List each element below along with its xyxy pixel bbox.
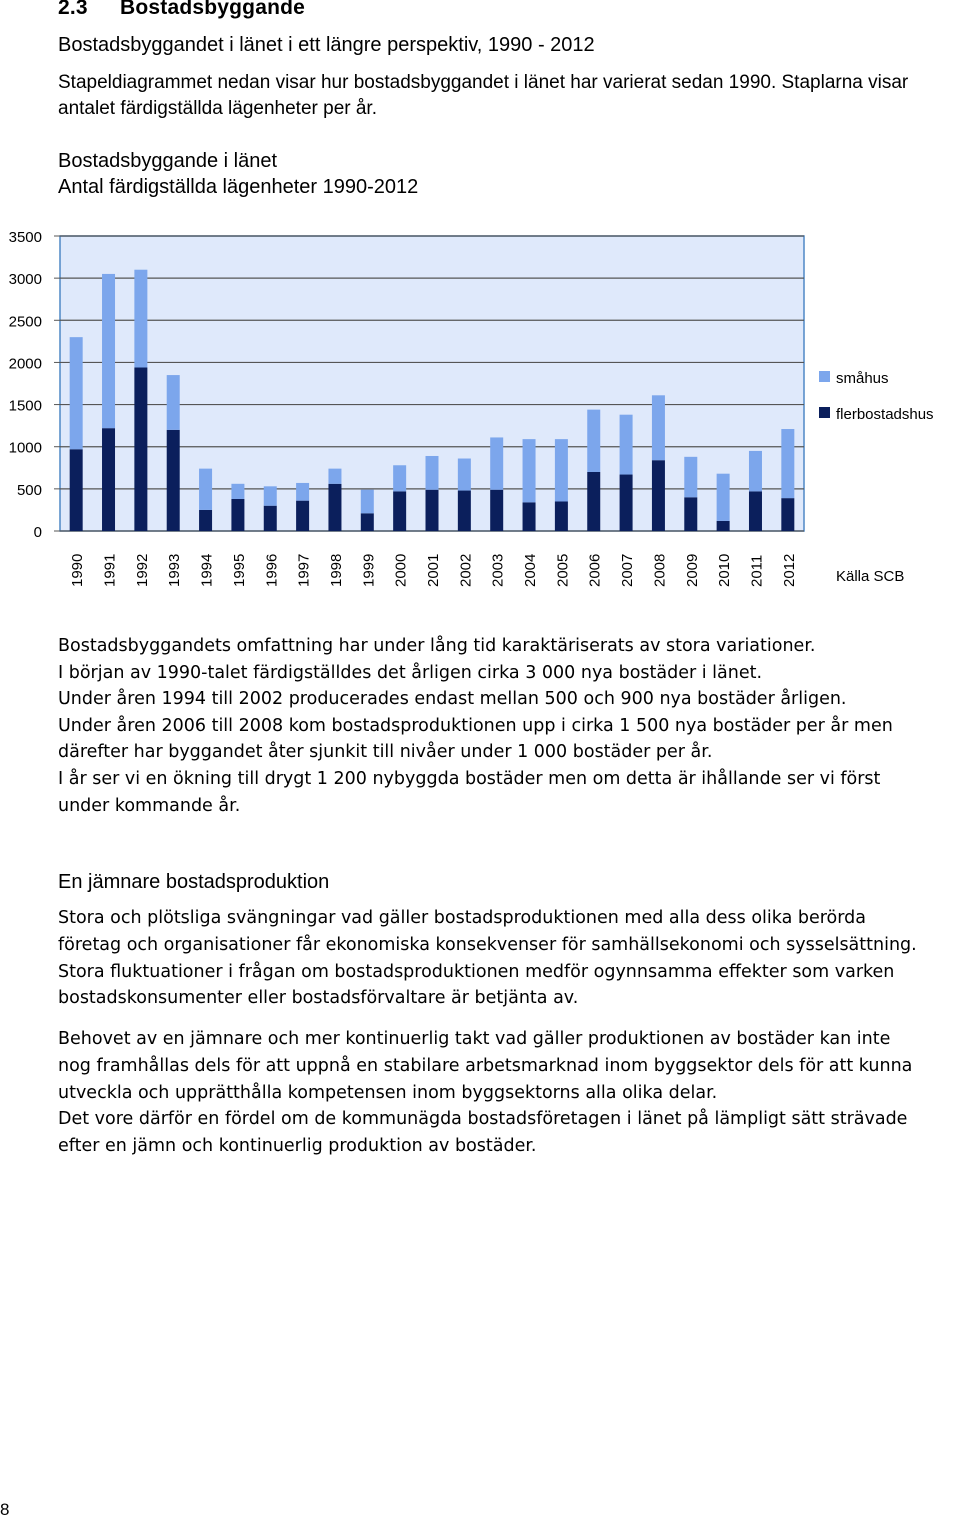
bar-flerbostadshus-2008	[652, 460, 665, 531]
x-tick-label: 1994	[198, 553, 216, 587]
body-line: I början av 1990-talet färdigställdes det årligen cirka 3 000 nya bostäder i länet.	[58, 662, 763, 683]
x-tick-label: 1990	[69, 553, 87, 587]
body-line: Bostadsbyggandets omfattning har under lång tid karaktäriserats av stora variationer.	[58, 636, 816, 656]
bar-flerbostadshus-2012	[781, 498, 794, 531]
bar-småhus-2009	[684, 457, 697, 497]
bar-småhus-2001	[426, 456, 439, 490]
bar-småhus-1993	[167, 375, 180, 430]
bar-småhus-1992	[134, 270, 147, 368]
legend-swatch-flerbostadshus	[819, 407, 830, 418]
bar-småhus-2004	[523, 439, 536, 502]
stacked-bar-chart	[0, 222, 960, 592]
bar-flerbostadshus-2011	[749, 491, 762, 531]
bar-småhus-1994	[199, 469, 212, 510]
bar-flerbostadshus-1992	[134, 367, 147, 531]
bar-flerbostadshus-1999	[361, 513, 374, 531]
intro-paragraph: Stapeldiagrammet nedan visar hur bostadsbyggandet i länet har varierat sedan 1990. Staplarna visar antalet färdigställda lägenheter per år.	[58, 72, 909, 119]
bar-flerbostadshus-2007	[620, 475, 633, 531]
bar-småhus-1995	[231, 484, 244, 499]
bar-småhus-2002	[458, 459, 471, 491]
body-paragraph	[58, 633, 918, 819]
x-tick-label: 1991	[101, 553, 119, 587]
bar-flerbostadshus-1994	[199, 510, 212, 531]
chart-source: Källa SCB	[836, 568, 905, 585]
x-tick-label: 1995	[230, 553, 248, 587]
bar-flerbostadshus-1996	[264, 506, 277, 531]
bar-småhus-1991	[102, 274, 115, 428]
bar-småhus-2010	[717, 474, 730, 521]
x-tick-label: 2009	[683, 553, 701, 587]
x-tick-label: 1993	[166, 553, 184, 587]
x-tick-label: 1997	[295, 553, 313, 587]
legend	[819, 370, 934, 423]
bar-flerbostadshus-1995	[231, 499, 244, 531]
x-tick-label: 2006	[586, 553, 604, 587]
section-title: Bostadsbyggande	[120, 0, 306, 19]
x-tick-label: 2002	[457, 553, 475, 587]
body-line: I år ser vi en ökning till drygt 1 200 nybyggda bostäder men om detta är ihållande ser vi först under kommande år.	[58, 768, 881, 816]
paragraph-3-line: Det vore därför en fördel om de kommunägda bostadsföretagen i länet på lämpligt sätt strävade efter en jämn och kontinuerlig produktion av bostäder.	[58, 1109, 908, 1157]
legend-label-flerbostadshus: flerbostadshus	[836, 406, 934, 423]
x-tick-label: 2001	[425, 553, 442, 587]
x-tick-label: 2008	[651, 553, 669, 587]
x-tick-label: 1996	[263, 553, 281, 587]
x-tick-label: 2011	[748, 554, 766, 587]
bar-flerbostadshus-2003	[490, 490, 503, 531]
bar-flerbostadshus-2001	[426, 490, 439, 531]
x-tick-label: 2005	[554, 553, 572, 587]
bar-småhus-2012	[781, 429, 794, 498]
paragraph-2: Stora och plötsliga svängningar vad gäller bostadsproduktionen med alla dess olika berörda företag och organisationer får ekonomiska konsekvenser för samhällsekonomi och sysselsättning. Stora fluktuationer i frågan om bostadsproduktionen medför ogynnsamma effekter som varken bostadskonsumenter eller bostadsförvaltare är betjänta av.	[58, 908, 917, 1009]
x-tick-label: 2003	[489, 553, 507, 587]
y-tick-labels	[9, 229, 42, 541]
bar-småhus-1999	[361, 490, 374, 514]
bar-flerbostadshus-2005	[555, 502, 568, 532]
paragraph-3-line: Behovet av en jämnare och mer kontinuerlig takt vad gäller produktionen av bostäder kan inte nog framhållas dels för att uppnå en stabilare arbetsmarknad inom byggsektor dels för att kunna utveckla och upprätthålla kompetensen inom byggsektorns alla olika delar.	[58, 1029, 913, 1103]
paragraph-3	[58, 1026, 918, 1160]
x-tick-label: 2007	[619, 553, 637, 587]
legend-swatch-småhus	[819, 371, 830, 382]
bar-flerbostadshus-1998	[328, 484, 341, 531]
y-tick-label: 3500	[8, 229, 42, 246]
bar-småhus-1990	[70, 337, 83, 449]
bar-flerbostadshus-1990	[70, 449, 83, 531]
x-tick-label: 2010	[716, 553, 734, 587]
x-tick-label: 1999	[360, 553, 378, 587]
y-tick-label: 2500	[8, 313, 42, 331]
section-number: 2.3	[58, 0, 88, 19]
section-heading	[58, 0, 305, 20]
page-number: 8	[0, 1500, 10, 1519]
y-tick-label: 0	[33, 524, 42, 541]
bar-flerbostadshus-1997	[296, 501, 309, 531]
y-tick-label: 3000	[8, 271, 42, 289]
bar-småhus-2006	[587, 410, 600, 472]
x-tick-label: 2004	[522, 553, 540, 587]
bar-flerbostadshus-2010	[717, 521, 730, 531]
x-tick-label: 2000	[392, 553, 410, 587]
x-tick-label: 1998	[327, 553, 345, 587]
legend-label-småhus: småhus	[836, 370, 889, 387]
chart-title-line-2: Antal färdigställda lägenheter 1990-2012	[58, 176, 419, 198]
bar-småhus-2008	[652, 395, 665, 460]
body-line: Under åren 1994 till 2002 producerades endast mellan 500 och 900 nya bostäder årligen.	[58, 689, 847, 710]
bar-flerbostadshus-1993	[167, 430, 180, 531]
bar-flerbostadshus-1991	[102, 428, 115, 531]
subheading: En jämnare bostadsproduktion	[58, 871, 330, 893]
bar-flerbostadshus-2002	[458, 491, 471, 531]
bar-småhus-2007	[620, 415, 633, 475]
y-tick-label: 2000	[8, 355, 42, 373]
chart-title	[58, 148, 418, 200]
section-subtitle: Bostadsbyggandet i länet i ett längre perspektiv, 1990 - 2012	[58, 34, 595, 56]
bar-flerbostadshus-2004	[523, 502, 536, 531]
bar-flerbostadshus-2009	[684, 497, 697, 531]
bar-småhus-2003	[490, 437, 503, 489]
bar-småhus-2005	[555, 439, 568, 501]
bar-småhus-2011	[749, 451, 762, 491]
y-tick-label: 500	[16, 481, 42, 499]
bar-småhus-2000	[393, 465, 406, 491]
y-tick-label: 1000	[8, 439, 42, 457]
body-line: Under åren 2006 till 2008 kom bostadsproduktionen upp i cirka 1 500 nya bostäder per år men därefter har byggandet åter sjunkit till nivåer under 1 000 bostäder per år.	[58, 715, 893, 763]
x-tick-labels	[69, 554, 798, 587]
bar-flerbostadshus-2006	[587, 472, 600, 531]
x-tick-label: 1992	[133, 553, 151, 587]
bar-småhus-1996	[264, 486, 277, 505]
bar-flerbostadshus-2000	[393, 491, 406, 531]
y-tick-label: 1500	[8, 397, 42, 415]
bar-småhus-1997	[296, 483, 309, 501]
bar-småhus-1998	[328, 469, 341, 484]
x-tick-label: 2012	[780, 553, 798, 587]
chart-title-line-1: Bostadsbyggande i länet	[58, 150, 278, 172]
